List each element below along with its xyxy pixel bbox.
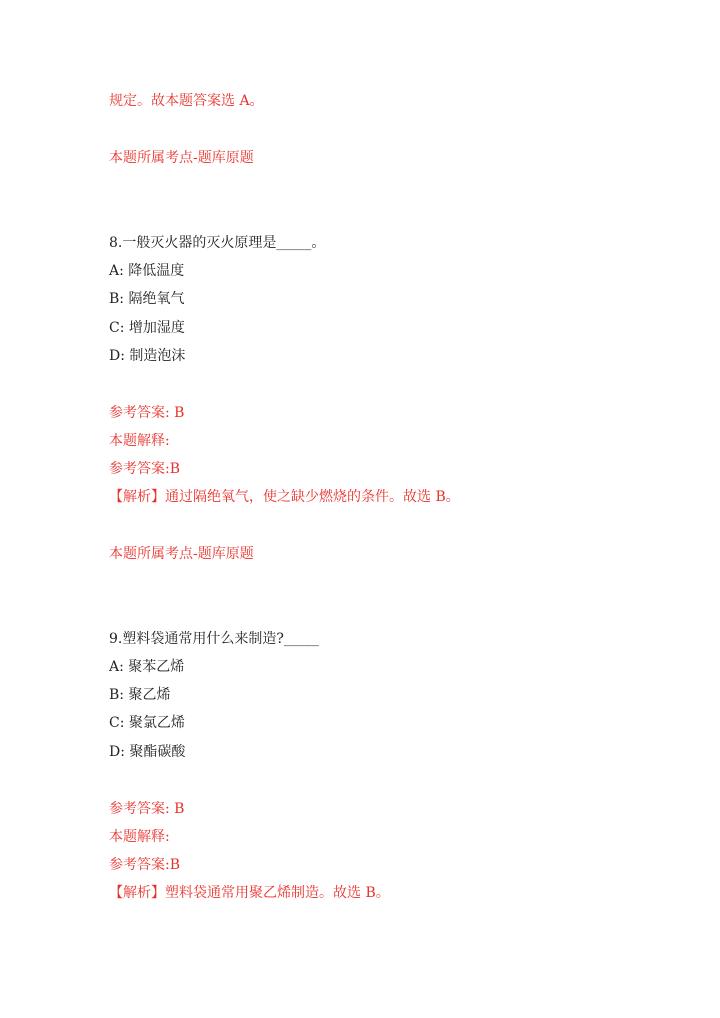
q8-option-b: B: 隔绝氧气 [109,291,185,307]
prev-explanation-tail: 规定。故本题答案选 A。 [109,93,264,109]
prev-source: 本题所属考点-题库原题 [109,150,254,166]
q9-option-a: A: 聚苯乙烯 [109,659,185,675]
q9-answer-detail: 参考答案:B [109,857,181,873]
q9-explain-label: 本题解释: [109,829,170,845]
q8-option-c: C: 增加湿度 [109,320,185,336]
q8-option-d: D: 制造泡沫 [109,348,186,364]
q9-answer: 参考答案: B [109,801,185,817]
q8-answer-detail: 参考答案:B [109,461,181,477]
q8-analysis: 【解析】通过隔绝氧气，使之缺少燃烧的条件。故选 B。 [109,489,460,505]
q8-stem: 8.一般灭火器的灭火原理是_____。 [109,235,326,251]
q9-option-c: C: 聚氯乙烯 [109,715,185,731]
q8-answer: 参考答案: B [109,405,185,421]
q9-stem: 9.塑料袋通常用什么来制造?_____ [109,631,319,647]
q8-option-a: A: 降低温度 [109,263,185,279]
q9-option-b: B: 聚乙烯 [109,687,171,703]
q8-source: 本题所属考点-题库原题 [109,546,254,562]
q9-analysis: 【解析】塑料袋通常用聚乙烯制造。故选 B。 [109,885,390,901]
q9-option-d: D: 聚酯碳酸 [109,744,186,760]
q8-explain-label: 本题解释: [109,433,170,449]
